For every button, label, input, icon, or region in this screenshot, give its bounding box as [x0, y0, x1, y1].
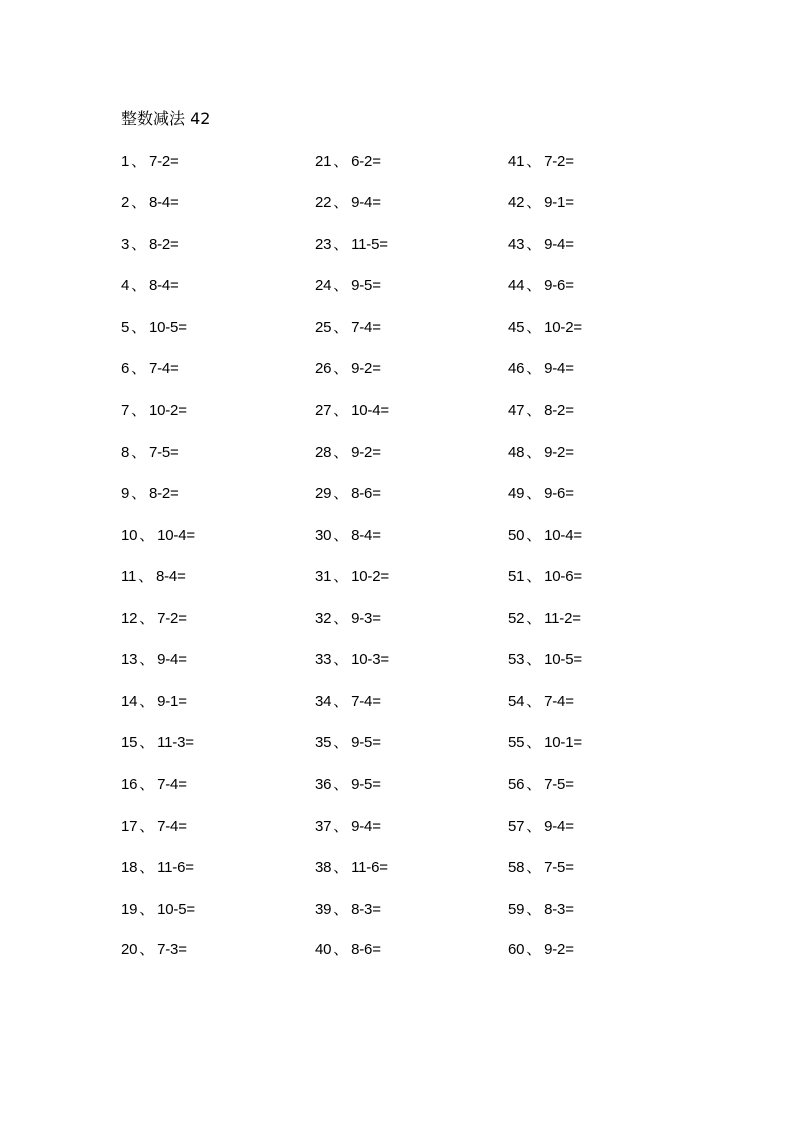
problem-expression: 8-2= — [148, 236, 179, 253]
problem-number: 7 — [121, 402, 130, 419]
problem-separator: 、 — [526, 650, 542, 668]
problem-separator: 、 — [526, 484, 542, 502]
problem-item — [315, 441, 381, 463]
problem-number: 9 — [121, 485, 130, 502]
problem-number: 36 — [315, 776, 332, 793]
problem-number: 6 — [121, 360, 130, 377]
problem-item — [508, 274, 574, 296]
problem-item — [121, 773, 187, 795]
problem-expression: 11-6= — [157, 859, 194, 876]
problem-separator: 、 — [333, 484, 349, 502]
problem-number: 55 — [508, 734, 525, 751]
problem-expression: 10-5= — [544, 651, 582, 668]
problem-number: 17 — [121, 818, 138, 835]
problem-separator: 、 — [139, 733, 155, 751]
problem-number: 46 — [508, 360, 525, 377]
problem-separator: 、 — [333, 900, 349, 918]
problem-number: 11 — [121, 568, 137, 585]
problem-item — [508, 233, 574, 255]
problem-expression: 11-3= — [157, 734, 194, 751]
problem-separator: 、 — [139, 817, 155, 835]
problem-separator: 、 — [131, 443, 146, 461]
problem-item — [508, 524, 582, 546]
problem-number: 13 — [121, 651, 138, 668]
problem-item — [315, 565, 389, 587]
problem-expression: 10-2= — [544, 319, 582, 336]
problem-number: 41 — [508, 153, 525, 170]
problem-number: 26 — [315, 360, 332, 377]
problem-expression: 9-6= — [544, 485, 574, 502]
problem-expression: 9-2= — [544, 941, 574, 958]
problem-item — [315, 150, 381, 172]
problem-expression: 8-6= — [351, 941, 381, 958]
problem-separator: 、 — [333, 235, 349, 253]
problem-item — [508, 316, 582, 338]
problem-expression: 9-1= — [544, 194, 574, 211]
problem-number: 19 — [121, 901, 138, 918]
problem-expression: 6-2= — [351, 153, 381, 170]
problem-separator: 、 — [333, 526, 349, 544]
problem-expression: 10-5= — [157, 901, 195, 918]
problem-separator: 、 — [139, 650, 155, 668]
problem-item — [315, 648, 389, 670]
problem-item — [508, 938, 574, 960]
problem-separator: 、 — [526, 443, 542, 461]
problem-separator: 、 — [131, 484, 146, 502]
problem-separator: 、 — [526, 858, 542, 876]
problem-number: 48 — [508, 444, 525, 461]
problem-separator: 、 — [526, 276, 542, 294]
problem-number: 60 — [508, 941, 525, 958]
problem-number: 2 — [121, 194, 130, 211]
problem-item — [121, 233, 179, 255]
problem-separator: 、 — [333, 152, 349, 170]
problem-number: 58 — [508, 859, 525, 876]
problem-number: 43 — [508, 236, 525, 253]
problem-separator: 、 — [526, 609, 542, 627]
problem-item — [508, 815, 574, 837]
problem-separator: 、 — [131, 276, 146, 294]
problem-expression: 10-2= — [351, 568, 389, 585]
problem-expression: 10-1= — [544, 734, 582, 751]
problem-item — [121, 441, 179, 463]
problem-expression: 9-4= — [544, 236, 574, 253]
problem-separator: 、 — [139, 692, 155, 710]
problem-item — [121, 731, 194, 753]
problem-number: 47 — [508, 402, 525, 419]
problem-item — [121, 150, 179, 172]
problem-expression: 9-2= — [544, 444, 574, 461]
problem-expression: 7-3= — [157, 941, 187, 958]
problem-separator: 、 — [139, 526, 155, 544]
problem-separator: 、 — [333, 775, 349, 793]
problem-number: 54 — [508, 693, 525, 710]
problem-separator: 、 — [131, 193, 146, 211]
problem-item — [315, 815, 381, 837]
problem-expression: 11-6= — [351, 859, 388, 876]
problem-separator: 、 — [139, 858, 155, 876]
problem-separator: 、 — [333, 443, 349, 461]
problem-item — [315, 690, 381, 712]
problem-expression: 9-3= — [351, 610, 381, 627]
problem-expression: 8-4= — [148, 277, 179, 294]
problem-number: 5 — [121, 319, 130, 336]
problem-item — [121, 191, 179, 213]
problem-item — [121, 898, 195, 920]
problem-number: 51 — [508, 568, 525, 585]
problem-expression: 10-4= — [544, 527, 582, 544]
problem-expression: 9-4= — [544, 360, 574, 377]
problem-separator: 、 — [131, 359, 146, 377]
problem-separator: 、 — [139, 900, 155, 918]
problem-separator: 、 — [139, 609, 155, 627]
problem-separator: 、 — [526, 401, 542, 419]
problem-separator: 、 — [333, 318, 349, 336]
problem-number: 57 — [508, 818, 525, 835]
problem-separator: 、 — [526, 567, 542, 585]
problem-number: 56 — [508, 776, 525, 793]
problem-item — [315, 482, 381, 504]
problem-expression: 10-3= — [351, 651, 389, 668]
problem-number: 25 — [315, 319, 332, 336]
problem-expression: 9-5= — [351, 776, 381, 793]
problem-item — [315, 316, 381, 338]
problem-separator: 、 — [526, 526, 542, 544]
problem-separator: 、 — [131, 152, 146, 170]
problem-number: 34 — [315, 693, 332, 710]
problem-number: 31 — [315, 568, 332, 585]
problem-separator: 、 — [526, 193, 542, 211]
problem-item — [315, 607, 381, 629]
problem-expression: 8-2= — [148, 485, 179, 502]
problem-expression: 9-5= — [351, 277, 381, 294]
problem-number: 49 — [508, 485, 525, 502]
problem-expression: 8-3= — [351, 901, 381, 918]
problem-item — [121, 274, 179, 296]
problem-item — [508, 898, 574, 920]
problem-item — [315, 191, 381, 213]
problem-item — [508, 565, 582, 587]
problem-item — [508, 856, 574, 878]
problem-expression: 7-4= — [351, 319, 381, 336]
problem-item — [508, 150, 574, 172]
problem-expression: 9-4= — [351, 818, 381, 835]
problem-item — [121, 815, 187, 837]
problem-expression: 7-4= — [148, 360, 179, 377]
problem-expression: 10-4= — [157, 527, 195, 544]
problem-expression: 11-2= — [544, 610, 581, 627]
problem-item — [508, 731, 582, 753]
problem-item — [508, 399, 574, 421]
problem-item — [121, 938, 187, 960]
problem-number: 16 — [121, 776, 138, 793]
problem-expression: 8-4= — [148, 194, 179, 211]
problem-expression: 9-4= — [544, 818, 574, 835]
problem-item — [315, 524, 381, 546]
problem-number: 50 — [508, 527, 525, 544]
problem-expression: 8-3= — [544, 901, 574, 918]
problem-expression: 7-5= — [544, 776, 574, 793]
problem-separator: 、 — [333, 609, 349, 627]
problem-separator: 、 — [139, 775, 155, 793]
problem-number: 1 — [121, 153, 130, 170]
problem-expression: 9-5= — [351, 734, 381, 751]
problem-separator: 、 — [526, 152, 542, 170]
problem-separator: 、 — [526, 235, 542, 253]
problem-separator: 、 — [333, 858, 349, 876]
problem-number: 12 — [121, 610, 138, 627]
problem-separator: 、 — [131, 235, 146, 253]
problem-number: 39 — [315, 901, 332, 918]
problem-number: 27 — [315, 402, 332, 419]
problem-item — [508, 773, 574, 795]
problem-separator: 、 — [526, 692, 542, 710]
problem-item — [315, 357, 381, 379]
problem-expression: 11-5= — [351, 236, 388, 253]
problem-separator: 、 — [333, 940, 349, 958]
problem-expression: 7-2= — [157, 610, 187, 627]
problem-expression: 10-4= — [351, 402, 389, 419]
problem-number: 30 — [315, 527, 332, 544]
problem-number: 40 — [315, 941, 332, 958]
problem-item — [121, 316, 187, 338]
problem-expression: 8-4= — [351, 527, 381, 544]
problem-item — [315, 274, 381, 296]
problem-separator: 、 — [526, 900, 542, 918]
problem-expression: 8-2= — [544, 402, 574, 419]
problem-separator: 、 — [526, 940, 542, 958]
problem-number: 15 — [121, 734, 138, 751]
problem-item — [315, 938, 381, 960]
problem-separator: 、 — [333, 276, 349, 294]
problem-number: 53 — [508, 651, 525, 668]
problem-item — [121, 399, 187, 421]
problem-expression: 7-2= — [148, 153, 179, 170]
problem-separator: 、 — [333, 401, 349, 419]
problem-item — [508, 441, 574, 463]
problem-item — [121, 357, 179, 379]
problem-expression: 10-5= — [148, 319, 187, 336]
problem-item — [121, 690, 187, 712]
problem-separator: 、 — [526, 817, 542, 835]
problem-item — [315, 233, 388, 255]
problem-separator: 、 — [139, 940, 155, 958]
problem-expression: 8-4= — [155, 568, 186, 585]
problem-item — [508, 482, 574, 504]
problem-expression: 9-4= — [157, 651, 187, 668]
problem-separator: 、 — [131, 401, 146, 419]
problem-separator: 、 — [333, 733, 349, 751]
problem-number: 32 — [315, 610, 332, 627]
problem-separator: 、 — [333, 650, 349, 668]
problem-separator: 、 — [526, 733, 542, 751]
problem-item — [121, 524, 195, 546]
problem-expression: 10-6= — [544, 568, 582, 585]
problem-number: 45 — [508, 319, 525, 336]
problem-number: 20 — [121, 941, 138, 958]
problem-item — [121, 648, 187, 670]
problem-item — [315, 898, 381, 920]
problem-expression: 7-5= — [148, 444, 179, 461]
problem-number: 35 — [315, 734, 332, 751]
problem-number: 29 — [315, 485, 332, 502]
problem-number: 24 — [315, 277, 332, 294]
problem-item — [315, 773, 381, 795]
problem-separator: 、 — [526, 359, 542, 377]
problem-number: 21 — [315, 153, 332, 170]
problem-expression: 7-5= — [544, 859, 574, 876]
problem-expression: 7-4= — [544, 693, 574, 710]
problem-grid — [121, 150, 721, 970]
problem-expression: 7-4= — [351, 693, 381, 710]
problem-expression: 8-6= — [351, 485, 381, 502]
problem-item — [508, 690, 574, 712]
problem-number: 33 — [315, 651, 332, 668]
problem-expression: 10-2= — [148, 402, 187, 419]
problem-separator: 、 — [526, 775, 542, 793]
problem-item — [121, 565, 186, 587]
problem-item — [315, 399, 389, 421]
problem-expression: 9-6= — [544, 277, 574, 294]
problem-item — [315, 856, 388, 878]
problem-item — [121, 482, 179, 504]
problem-number: 18 — [121, 859, 138, 876]
problem-separator: 、 — [333, 692, 349, 710]
problem-item — [315, 731, 381, 753]
problem-item — [121, 856, 194, 878]
problem-separator: 、 — [526, 318, 542, 336]
problem-number: 59 — [508, 901, 525, 918]
problem-number: 44 — [508, 277, 525, 294]
problem-number: 10 — [121, 527, 138, 544]
problem-separator: 、 — [131, 318, 146, 336]
problem-expression: 7-2= — [544, 153, 574, 170]
problem-number: 3 — [121, 236, 130, 253]
problem-number: 42 — [508, 194, 525, 211]
problem-number: 14 — [121, 693, 138, 710]
problem-number: 23 — [315, 236, 332, 253]
problem-number: 4 — [121, 277, 130, 294]
problem-number: 52 — [508, 610, 525, 627]
problem-expression: 7-4= — [157, 776, 187, 793]
problem-item — [508, 357, 574, 379]
problem-item — [508, 607, 581, 629]
problem-number: 37 — [315, 818, 332, 835]
problem-expression: 7-4= — [157, 818, 187, 835]
problem-item — [508, 191, 574, 213]
problem-number: 22 — [315, 194, 332, 211]
problem-separator: 、 — [333, 567, 349, 585]
problem-number: 28 — [315, 444, 332, 461]
problem-separator: 、 — [333, 359, 349, 377]
problem-expression: 9-1= — [157, 693, 187, 710]
problem-expression: 9-2= — [351, 444, 381, 461]
problem-separator: 、 — [138, 567, 153, 585]
problem-separator: 、 — [333, 817, 349, 835]
problem-number: 38 — [315, 859, 332, 876]
problem-number: 8 — [121, 444, 130, 461]
problem-expression: 9-4= — [351, 194, 381, 211]
problem-expression: 9-2= — [351, 360, 381, 377]
problem-separator: 、 — [333, 193, 349, 211]
problem-item — [508, 648, 582, 670]
page-title: 整数减法 42 — [121, 109, 211, 128]
problem-item — [121, 607, 187, 629]
